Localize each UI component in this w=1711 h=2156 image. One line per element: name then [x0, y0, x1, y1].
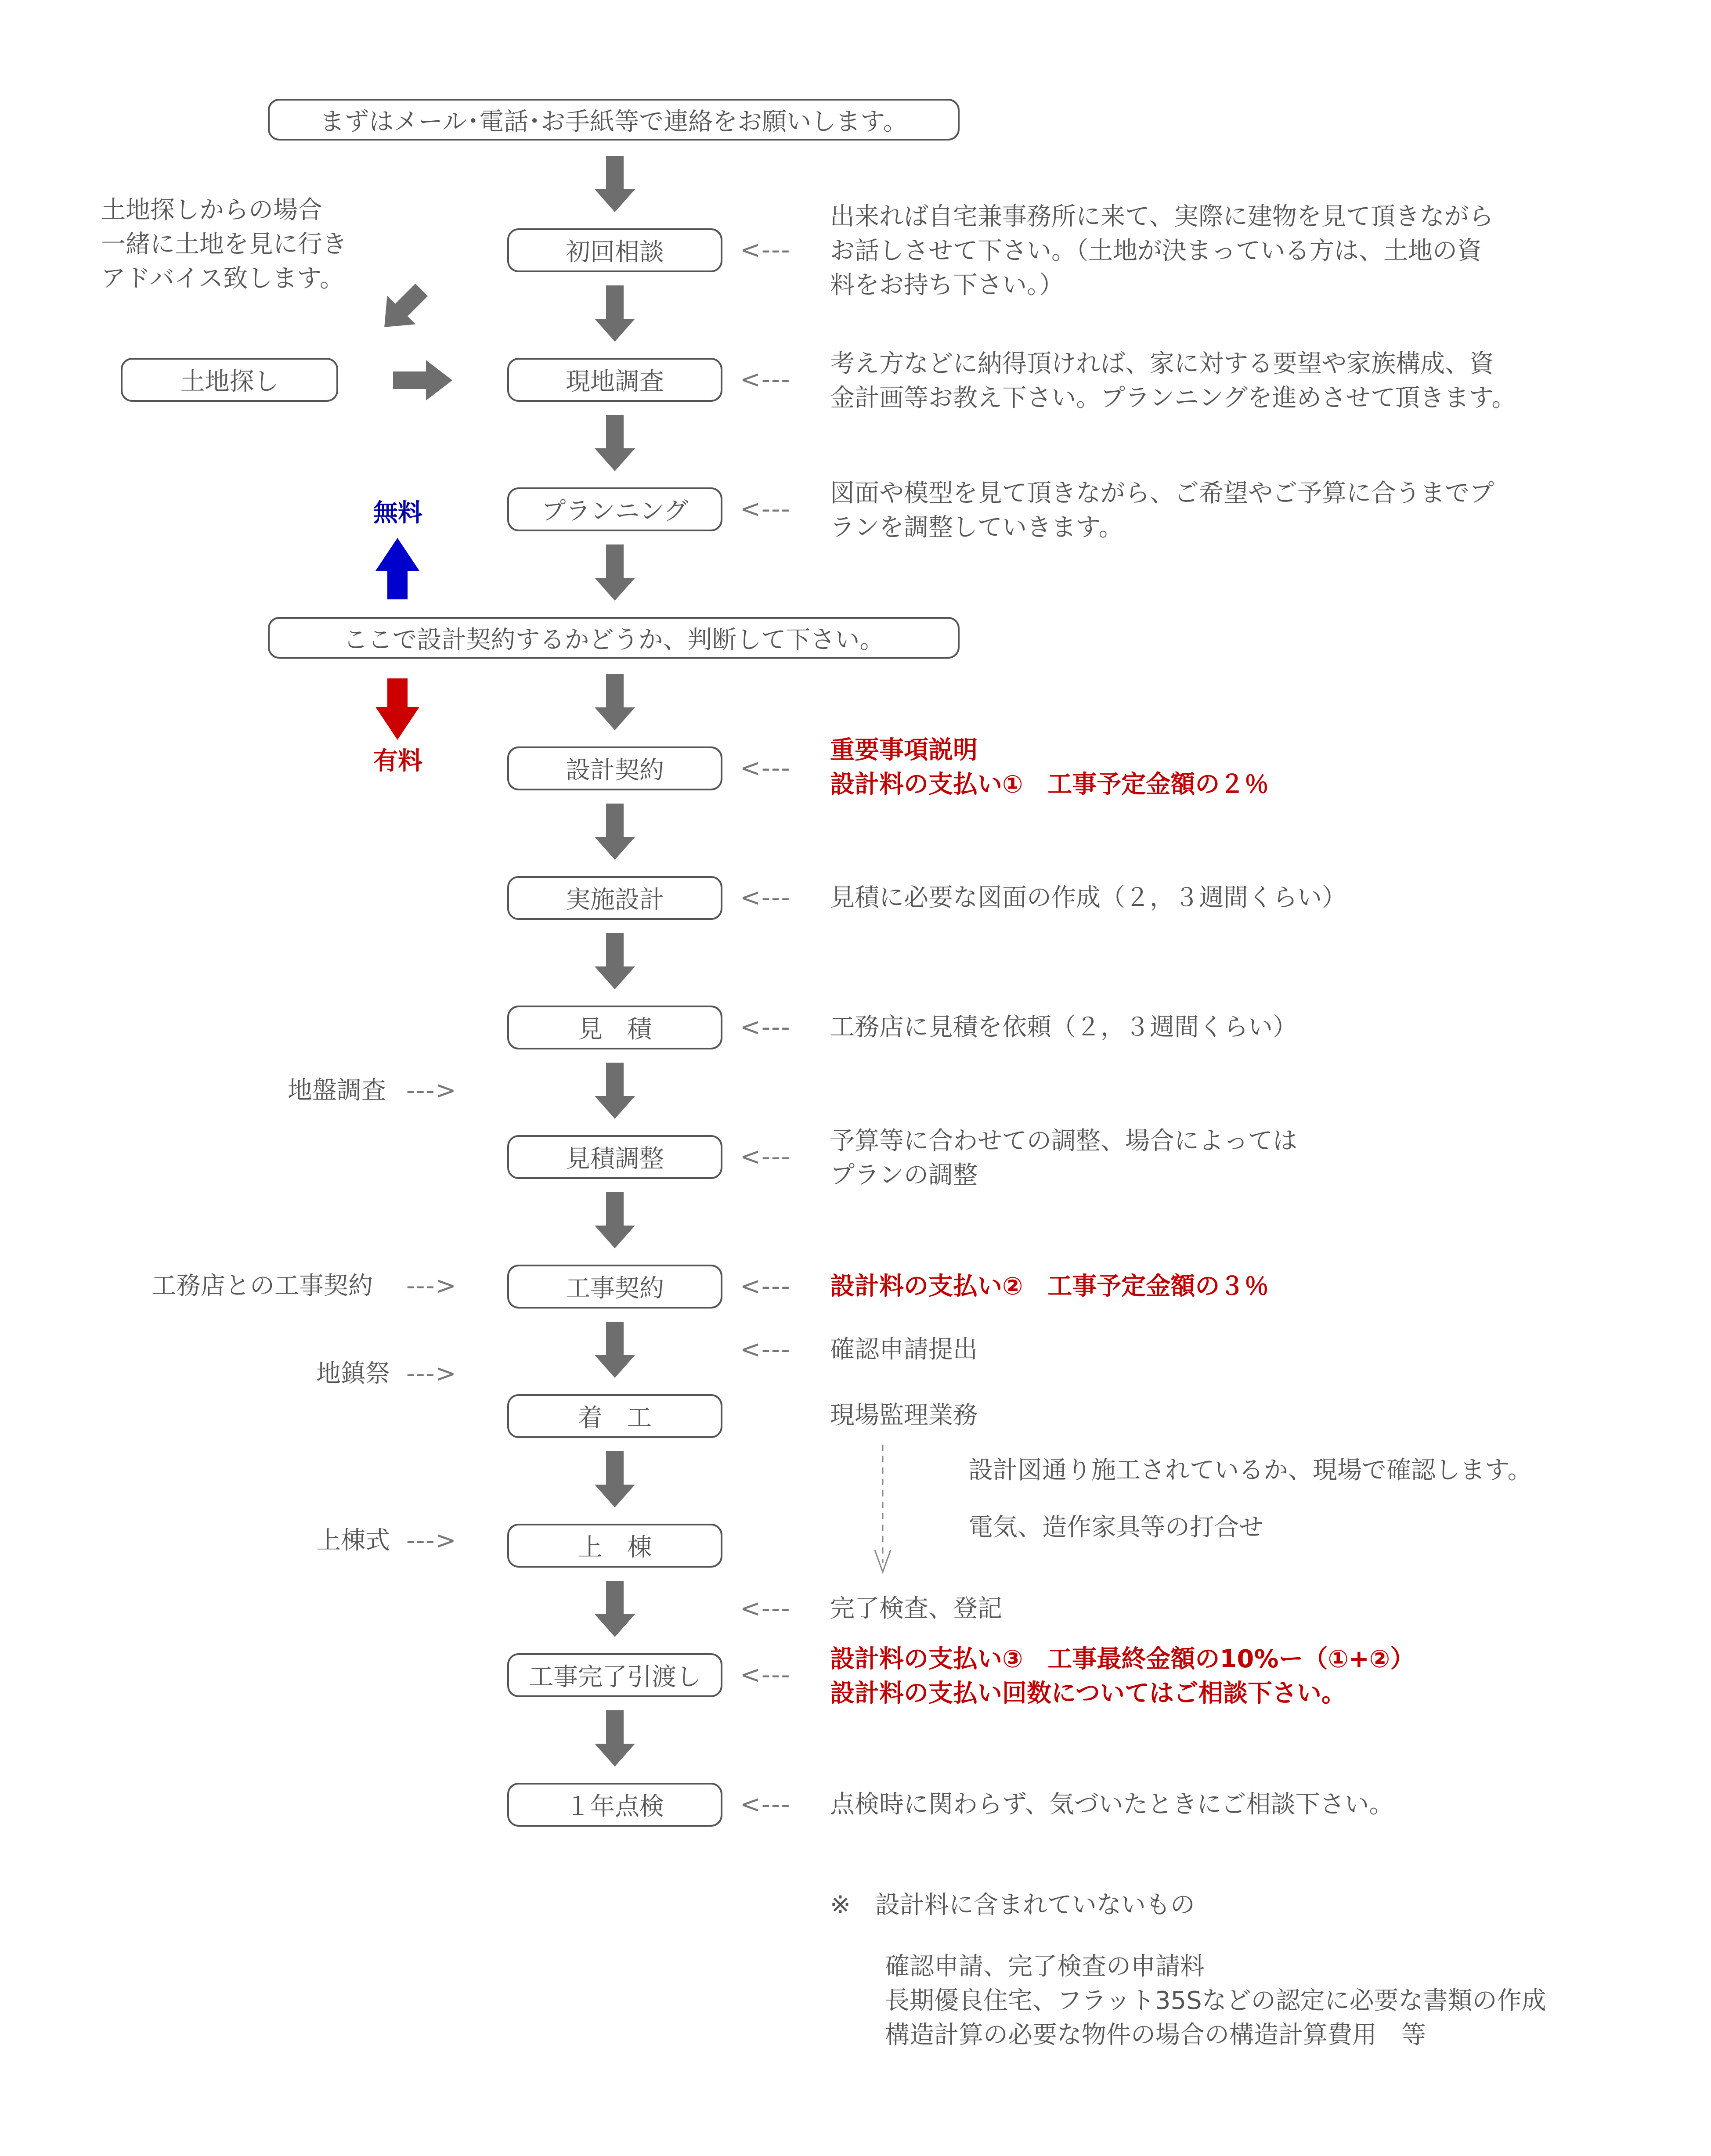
arrow-down-3 [595, 415, 635, 471]
step-estimate [507, 1006, 722, 1049]
permit-note: 確認申請提出 [830, 1335, 978, 1364]
estimate-pointer: <--- [740, 1013, 791, 1042]
step-design-label: 実施設計 [566, 886, 664, 914]
handover-pointer: <--- [740, 1661, 791, 1689]
contract-note [830, 733, 1269, 802]
consult-note [830, 200, 1494, 303]
fee-paid-label: 有料 [373, 747, 422, 775]
step-construction-contract-label: 工事契約 [566, 1274, 664, 1303]
arrow-down-11 [595, 1451, 635, 1507]
step-inspection-label: １年点検 [566, 1792, 664, 1821]
soil-survey-pointer: ---> [406, 1076, 457, 1105]
arrow-down-12 [595, 1581, 635, 1637]
handover-note-line: 設計料の支払い③ 工事最終金額の10%ー（①+②） [830, 1645, 1415, 1673]
handover-note [830, 1642, 1415, 1711]
land-note-line: 一緒に土地を見に行き [101, 230, 347, 259]
consult-pointer: <--- [740, 236, 791, 264]
start-box [268, 99, 960, 141]
step-adjust [507, 1135, 722, 1179]
excluded-list [885, 1950, 1546, 2052]
consult-note-line: お話しさせて下さい。（土地が決まっている方は、土地の資 [830, 237, 1482, 265]
adjust-note-line: プランの調整 [830, 1161, 978, 1190]
soil-survey-label: 地盤調査 [288, 1076, 386, 1105]
contract-note-line: 設計料の支払い① 工事予定金額の２％ [830, 770, 1269, 799]
inspection-pointer: <--- [740, 1790, 791, 1819]
step-design [507, 876, 722, 920]
decision-box [268, 617, 960, 659]
step-contract [507, 746, 722, 790]
step-survey-label: 現地調査 [566, 368, 664, 396]
supervision-detail-1: 設計図通り施工されているか、現場で確認します。 [968, 1456, 1532, 1485]
step-handover-label: 工事完了引渡し [529, 1663, 701, 1691]
arrow-down-paid [375, 678, 419, 740]
groundbreaking-label: 地鎮祭 [316, 1359, 390, 1388]
step-planning [507, 487, 722, 531]
excluded-item: 構造計算の必要な物件の場合の構造計算費用 等 [885, 2021, 1426, 2049]
excluded-item: 長期優良住宅、フラット35Sなどの認定に必要な書類の作成 [885, 1987, 1546, 2015]
planning-note-line: ランを調整していきます。 [830, 513, 1123, 542]
step-estimate-label: 見 積 [578, 1015, 652, 1044]
fee-free-label: 無料 [373, 499, 422, 527]
decision-text: ここで設計契約するかどうか、判断して下さい。 [343, 625, 884, 654]
land-search-box [121, 358, 338, 402]
arrow-down-9 [595, 1192, 635, 1248]
land-note-line: アドバイス致します。 [101, 264, 344, 293]
handover-note-line: 設計料の支払い回数についてはご相談下さい。 [830, 1679, 1346, 1708]
arrow-up-free [375, 538, 419, 599]
arrow-right-land [393, 360, 452, 400]
land-note-line: 土地探しからの場合 [101, 196, 322, 224]
adjust-note-line: 予算等に合わせての調整、場合によっては [830, 1127, 1297, 1155]
step-construction-contract [507, 1265, 722, 1309]
framing-ceremony-label: 上棟式 [316, 1526, 390, 1555]
inspection-note: 点検時に関わらず、気づいたときにご相談下さい。 [830, 1790, 1394, 1819]
adjust-note [830, 1124, 1297, 1193]
step-framing [507, 1524, 722, 1568]
start-text: まずはメール･電話･お手紙等で連絡をお願いします。 [320, 107, 908, 136]
land-search-label: 土地探し [180, 368, 279, 396]
completion-note: 完了検査、登記 [830, 1594, 1002, 1623]
arrow-down-6 [595, 804, 635, 860]
planning-note [830, 476, 1494, 545]
arrow-down-1 [595, 156, 635, 212]
step-inspection [507, 1783, 722, 1827]
adjust-pointer: <--- [740, 1143, 791, 1171]
planning-pointer: <--- [740, 495, 791, 523]
step-adjust-label: 見積調整 [566, 1145, 664, 1173]
survey-pointer: <--- [740, 365, 791, 394]
arrow-diagonal-land [370, 275, 436, 341]
arrow-down-7 [595, 933, 635, 989]
construction-contract-pointer: <--- [740, 1272, 791, 1301]
excluded-item: 確認申請、完了検査の申請料 [885, 1952, 1205, 1981]
land-note [101, 193, 347, 296]
step-handover [507, 1653, 722, 1697]
planning-note-line: 図面や模型を見て頂きながら、ご希望やご予算に合うまでプ [830, 479, 1494, 508]
groundbreaking-pointer: ---> [406, 1359, 457, 1388]
arrow-down-5 [595, 674, 635, 730]
builder-contract-pointer: ---> [406, 1272, 457, 1300]
step-consult-label: 初回相談 [566, 238, 664, 267]
arrow-down-13 [595, 1710, 635, 1767]
step-planning-label: プランニング [541, 497, 689, 526]
completion-pointer: <--- [740, 1594, 791, 1623]
construction-contract-note: 設計料の支払い② 工事予定金額の３％ [830, 1272, 1269, 1301]
permit-pointer: <--- [740, 1335, 791, 1364]
arrow-down-2 [595, 285, 635, 342]
supervision-detail-2: 電気、造作家具等の打合せ [968, 1513, 1263, 1542]
step-framing-label: 上 棟 [578, 1533, 652, 1562]
consult-note-line: 出来れば自宅兼事務所に来て、実際に建物を見て頂きながら [830, 202, 1494, 231]
arrow-down-10 [595, 1322, 635, 1378]
design-note: 見積に必要な図面の作成（２，３週間くらい） [830, 883, 1346, 912]
design-pointer: <--- [740, 883, 791, 912]
step-survey [507, 358, 722, 402]
contract-note-line: 重要事項説明 [830, 736, 978, 764]
arrow-down-8 [595, 1063, 635, 1119]
step-start-label: 着 工 [578, 1404, 652, 1432]
survey-note-line: 考え方などに納得頂ければ、家に対する要望や家族構成、資 [830, 350, 1494, 378]
framing-ceremony-pointer: ---> [406, 1526, 457, 1555]
arrow-down-4 [595, 544, 635, 601]
survey-note-line: 金計画等お教え下さい。プランニングを進めさせて頂きます。 [830, 384, 1516, 412]
consult-note-line: 料をお持ち下さい。） [830, 271, 1064, 299]
step-consult [507, 228, 722, 272]
step-start [507, 1394, 722, 1438]
excluded-title: ※ 設計料に含まれていないもの [830, 1891, 1195, 1919]
estimate-note: 工務店に見積を依頼（２，３週間くらい） [830, 1013, 1297, 1042]
supervision-note: 現場監理業務 [830, 1401, 978, 1430]
contract-pointer: <--- [740, 754, 791, 782]
step-contract-label: 設計契約 [566, 756, 664, 785]
survey-note [830, 347, 1516, 415]
supervision-dashed-arrow [875, 1445, 891, 1572]
builder-contract-label: 工務店との工事契約 [152, 1272, 373, 1300]
